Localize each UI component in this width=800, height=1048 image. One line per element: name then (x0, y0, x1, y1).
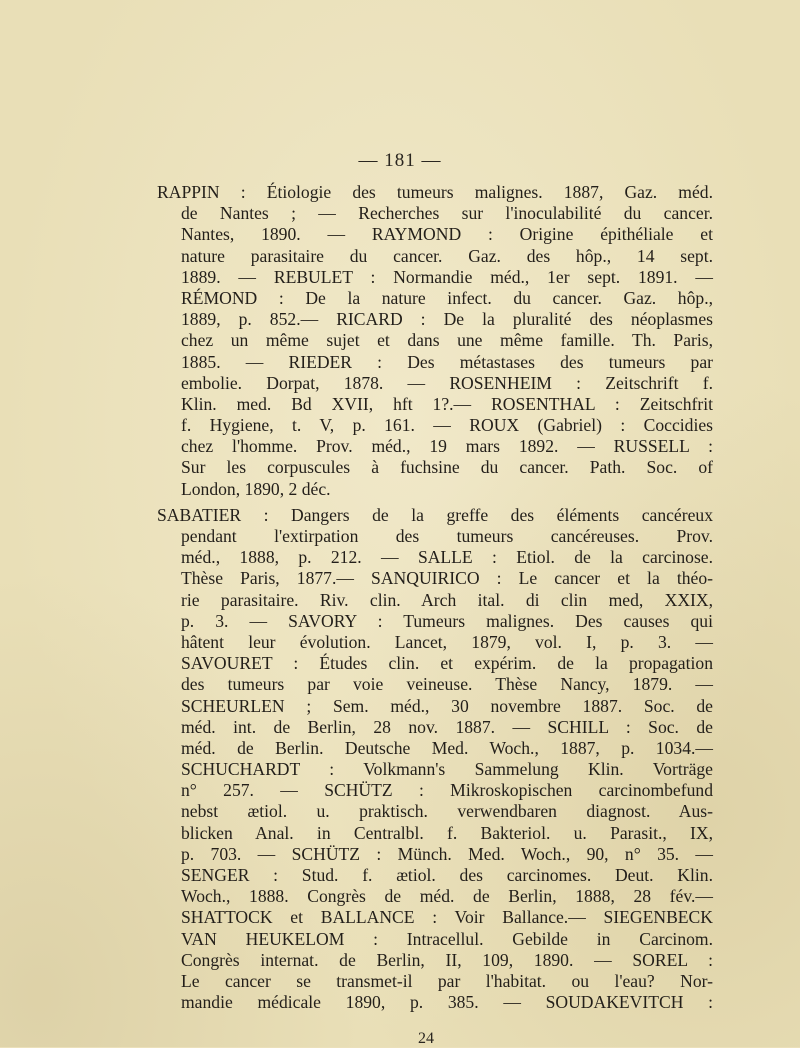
text-line: RAPPIN : Étiologie des tumeurs malignes. 1887, Gaz. méd. (157, 182, 713, 202)
text-line: SHATTOCK et BALLANCE : Voir Ballance.— SIEGENBECK (181, 907, 713, 928)
text-line: SABATIER : Dangers de la greffe des éléments cancéreux (157, 504, 713, 525)
text-line: 1889, p. 852.— RICARD : De la pluralité des néoplasmes (181, 309, 713, 330)
signature-mark: 24 (418, 1030, 434, 1047)
text-line: London, 1890, 2 déc. (181, 478, 331, 499)
text-line: p. 703. — SCHÜTZ : Münch. Med. Woch., 90, n° 35. — (181, 843, 713, 864)
text-line: hâtent leur évolution. Lancet, 1879, vol. I, p. 3. — (181, 631, 713, 652)
text-line: rie parasitaire. Riv. clin. Arch ital. di clin med, XXIX, (181, 589, 713, 610)
text-line: SCHEURLEN ; Sem. méd., 30 novembre 1887. Soc. de (181, 695, 713, 716)
text-line: pendant l'extirpation des tumeurs cancéreuses. Prov. (181, 526, 713, 546)
text-line: méd., 1888, p. 212. — SALLE : Etiol. de la carcinose. (181, 547, 713, 568)
text-line: chez un même sujet et dans une même famille. Th. Paris, (181, 330, 713, 351)
text-line: Congrès internat. de Berlin, II, 109, 1890. — SOREL : (181, 949, 713, 970)
text-line: f. Hygiene, t. V, p. 161. — ROUX (Gabriel) : Coccidies (181, 415, 713, 436)
text-line: 1889. — REBULET : Normandie méd., 1er sept. 1891. — (181, 266, 713, 287)
page-number: — 181 — (358, 150, 442, 171)
text-line: mandie médicale 1890, p. 385. — SOUDAKEVITCH : (181, 992, 713, 1013)
bibliography-text (157, 182, 713, 1018)
text-line: des tumeurs par voie veineuse. Thèse Nancy, 1879. — (181, 674, 713, 695)
text-line: méd. int. de Berlin, 28 nov. 1887. — SCHILL : Soc. de (181, 716, 713, 737)
text-line: méd. de Berlin. Deutsche Med. Woch., 1887, p. 1034.— (181, 737, 713, 758)
text-line: embolie. Dorpat, 1878. — ROSENHEIM : Zeitschrift f. (181, 372, 713, 393)
text-line: 1885. — RIEDER : Des métastases des tumeurs par (181, 351, 713, 372)
text-line: chez l'homme. Prov. méd., 19 mars 1892. — RUSSELL : (181, 436, 713, 457)
text-line: Klin. med. Bd XVII, hft 1?.— ROSENTHAL : Zeitschfrit (181, 393, 713, 414)
bibliography-entry-r (157, 182, 713, 500)
text-line: SAVOURET : Études clin. et expérim. de la propagation (181, 653, 713, 674)
text-line: nebst ætiol. u. praktisch. verwendbaren diagnost. Aus- (181, 801, 713, 822)
text-line: Woch., 1888. Congrès de méd. de Berlin, 1888, 28 fév.— (181, 886, 713, 907)
text-line: SENGER : Stud. f. ætiol. des carcinomes. Deut. Klin. (181, 865, 713, 885)
text-line: n° 257. — SCHÜTZ : Mikroskopischen carcinombefund (181, 780, 713, 801)
text-line: Le cancer se transmet-il par l'habitat. ou l'eau? Nor- (181, 970, 713, 991)
text-line: blicken Anal. in Centralbl. f. Bakteriol. u. Parasit., IX, (181, 822, 713, 843)
text-line: p. 3. — SAVORY : Tumeurs malignes. Des causes qui (181, 610, 713, 631)
text-line: Nantes, 1890. — RAYMOND : Origine épithéliale et (181, 224, 713, 245)
text-line: Thèse Paris, 1877.— SANQUIRICO : Le cancer et la théo- (181, 568, 713, 589)
text-line: RÉMOND : De la nature infect. du cancer. Gaz. hôp., (181, 287, 713, 308)
text-line: SCHUCHARDT : Volkmann's Sammelung Klin. Vorträge (181, 759, 713, 780)
text-line: de Nantes ; — Recherches sur l'inoculabilité du cancer. (181, 203, 713, 224)
text-line: Sur les corpuscules à fuchsine du cancer. Path. Soc. of (181, 457, 713, 478)
text-line: nature parasitaire du cancer. Gaz. des hôp., 14 sept. (181, 245, 713, 266)
text-line: VAN HEUKELOM : Intracellul. Gebilde in Carcinom. (181, 928, 713, 949)
bibliography-entry-s (157, 505, 713, 1014)
